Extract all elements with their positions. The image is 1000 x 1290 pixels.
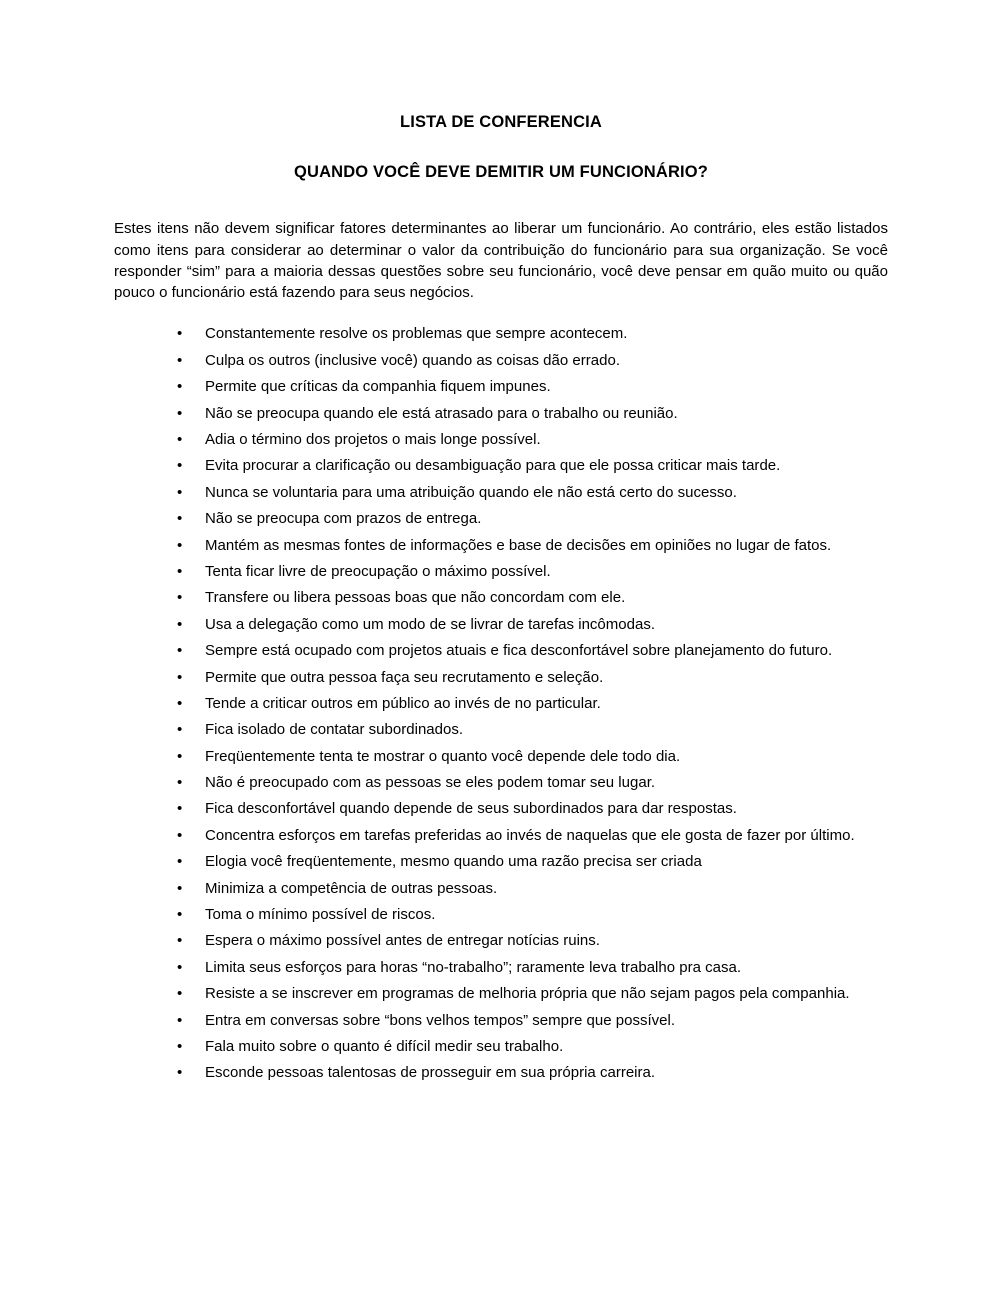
bullet-icon: • (177, 853, 183, 871)
list-item (114, 376, 888, 397)
list-item-label: Transfere ou libera pessoas boas que não concordam com ele. (205, 589, 626, 607)
intro-paragraph: Estes itens não devem significar fatores determinantes ao liberar um funcionário. Ao contrário, eles estão listados como itens para considerar ao determinar o valor da contribuição do funcionário para sua organização. Se você responder “sim” para a maioria dessas questões sobre seu funcionário, você deve pensar em quão muito ou quão pouco o funcionário está fazendo para seus negócios. (114, 220, 888, 302)
list-item (114, 719, 888, 740)
document-content (114, 0, 888, 1089)
list-item-label: Freqüentemente tenta te mostrar o quanto você depende dele todo dia. (205, 747, 681, 765)
list-item-label: Fica desconfortável quando depende de seus subordinados para dar respostas. (205, 800, 737, 818)
bullet-icon: • (177, 1064, 183, 1082)
list-item-label: Mantém as mesmas fontes de informações e base de decisões em opiniões no lugar de fatos. (205, 536, 832, 554)
bullet-icon: • (177, 483, 183, 501)
page-title: LISTA DE CONFERENCIA (400, 113, 602, 131)
list-item (114, 403, 888, 424)
list-item (114, 983, 888, 1004)
list-item (114, 878, 888, 899)
list-item (114, 614, 888, 635)
bullet-icon: • (177, 431, 183, 448)
bullet-icon: • (177, 774, 183, 792)
bullet-icon: • (177, 510, 183, 528)
list-item (114, 904, 888, 925)
list-item-label: Limita seus esforços para horas “no-trabalho”; raramente leva trabalho pra casa. (205, 958, 742, 976)
bullet-icon: • (177, 325, 183, 343)
bullet-icon: • (177, 721, 183, 739)
list-item (114, 455, 888, 476)
list-item (114, 535, 888, 556)
list-item (114, 693, 888, 714)
list-item-label: Tenta ficar livre de preocupação o máximo possível. (205, 562, 551, 580)
list-item (114, 772, 888, 793)
bullet-icon: • (177, 1011, 183, 1029)
list-item (114, 587, 888, 608)
bullet-icon: • (177, 800, 183, 818)
bullet-icon: • (177, 1037, 183, 1055)
bullet-icon: • (177, 642, 183, 660)
list-item-label: Resiste a se inscrever em programas de melhoria própria que não sejam pagos pela companhia. (205, 985, 850, 1003)
bullet-icon: • (177, 378, 183, 396)
bullet-icon: • (177, 457, 183, 475)
list-item-label: Não se preocupa quando ele está atrasado para o trabalho ou reunião. (205, 404, 678, 422)
list-item (114, 323, 888, 344)
list-item (114, 350, 888, 371)
list-item-label: Elogia você freqüentemente, mesmo quando uma razão precisa ser criada (205, 853, 702, 871)
list-item (114, 1062, 888, 1083)
bullet-icon: • (177, 694, 183, 712)
list-item (114, 930, 888, 951)
list-item (114, 1010, 888, 1031)
list-item (114, 667, 888, 688)
list-item-label: Permite que críticas da companhia fiquem impunes. (205, 378, 551, 396)
list-item (114, 429, 888, 450)
bullet-icon: • (177, 615, 183, 633)
bullet-icon: • (177, 932, 183, 950)
list-item-label: Permite que outra pessoa faça seu recrutamento e seleção. (205, 668, 604, 686)
list-item-label: Toma o mínimo possível de riscos. (205, 906, 436, 924)
list-item-label: Não é preocupado com as pessoas se eles podem tomar seu lugar. (205, 774, 656, 792)
list-item-label: Entra em conversas sobre “bons velhos tempos” sempre que possível. (205, 1011, 676, 1029)
bullet-icon: • (177, 985, 183, 1003)
list-item-label: Adia o término dos projetos o mais longe possível. (205, 431, 541, 448)
list-item-label: Fala muito sobre o quanto é difícil medir seu trabalho. (205, 1037, 564, 1055)
list-item (114, 851, 888, 872)
page-subtitle: QUANDO VOCÊ DEVE DEMITIR UM FUNCIONÁRIO? (294, 163, 708, 182)
bullet-icon: • (177, 351, 183, 369)
bullet-icon: • (177, 668, 183, 686)
list-item (114, 561, 888, 582)
list-item-label: Esconde pessoas talentosas de prosseguir em sua própria carreira. (205, 1064, 656, 1082)
list-item-label: Nunca se voluntaria para uma atribuição quando ele não está certo do sucesso. (205, 483, 737, 501)
list-item (114, 482, 888, 503)
list-item-label: Culpa os outros (inclusive você) quando as coisas dão errado. (205, 351, 621, 369)
bullet-icon: • (177, 826, 183, 844)
list-item-label: Evita procurar a clarificação ou desambiguação para que ele possa criticar mais tarde. (205, 457, 781, 475)
bullet-icon: • (177, 562, 183, 580)
list-item (114, 640, 888, 661)
list-item-label: Tende a criticar outros em público ao invés de no particular. (205, 694, 601, 712)
bullet-icon: • (177, 906, 183, 924)
list-item (114, 825, 888, 846)
list-item-label: Espera o máximo possível antes de entregar notícias ruins. (205, 932, 600, 950)
list-item-label: Minimiza a competência de outras pessoas. (205, 879, 498, 897)
list-item (114, 1036, 888, 1057)
list-item (114, 957, 888, 978)
list-item (114, 746, 888, 767)
list-item-label: Usa a delegação como um modo de se livrar de tarefas incômodas. (205, 615, 656, 633)
list-item-label: Concentra esforços em tarefas preferidas ao invés de naquelas que ele gosta de fazer por último. (205, 826, 855, 844)
bullet-icon: • (177, 958, 183, 976)
bullet-icon: • (177, 404, 183, 422)
bullet-icon: • (177, 879, 183, 897)
bullet-icon: • (177, 536, 183, 554)
bullet-icon: • (177, 589, 183, 607)
list-item-label: Fica isolado de contatar subordinados. (205, 721, 464, 739)
bullet-icon: • (177, 747, 183, 765)
list-item-label: Constantemente resolve os problemas que sempre acontecem. (205, 325, 628, 343)
list-item (114, 508, 888, 529)
list-item (114, 798, 888, 819)
list-item-label: Sempre está ocupado com projetos atuais e fica desconfortável sobre planejamento do futuro. (205, 642, 833, 660)
list-item-label: Não se preocupa com prazos de entrega. (205, 510, 482, 528)
checklist (114, 303, 888, 1083)
